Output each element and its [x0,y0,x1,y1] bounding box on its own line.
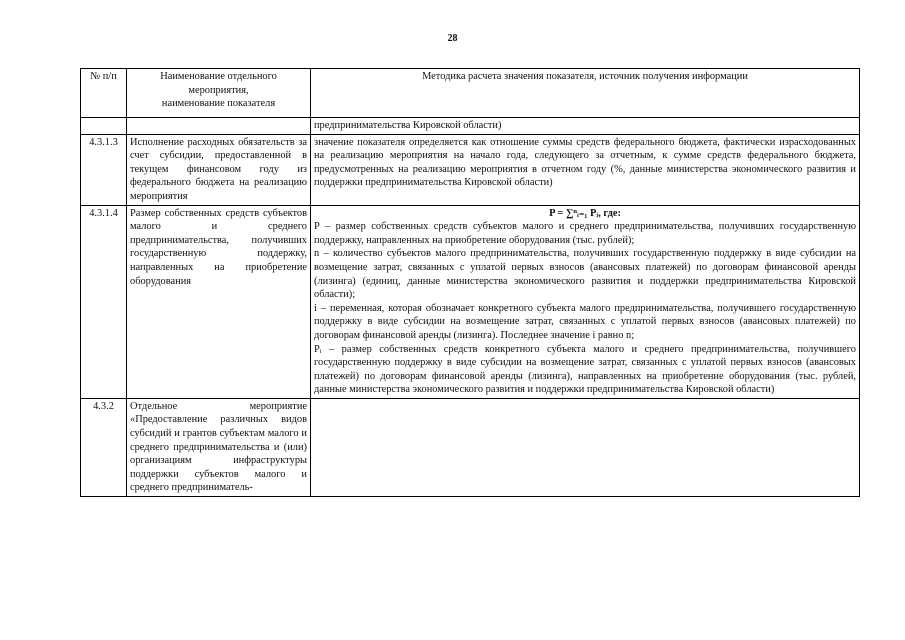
method-paragraph: значение показателя определяется как отношение суммы средств федерального бюджета, фактически израсходованных на реализацию мероприятия на начало года, следующего за отчетным, к сумме средств федерального бюджета, предусмотренных на реализацию мероприятия в отчетном году (%, данные министерства экономического развития и поддержки предпринимательства Кировской области) [314,136,856,189]
header-col-name-line: мероприятия, [188,84,249,96]
indicator-method-table [80,68,860,497]
table-row [81,398,860,496]
header-col-number: № п/п [81,69,127,118]
row-indicator-name: Размер собственных средств субъектов малого и среднего предпринимательства, получивших государственную поддержку, направленных на приобретение оборудования [127,205,311,398]
row-number: 4.3.1.4 [81,205,127,398]
row-indicator-name: Исполнение расходных обязательств за счет субсидии, предоставленной в текущем финансовом году из федерального бюджета на реализацию мероприятия [127,134,311,205]
method-paragraph: P – размер собственных средств субъектов малого и среднего предпринимательства, получивших государственную поддержку, направленных на приобретение оборудования (тыс. рублей); [314,221,856,246]
row-number: 4.3.1.3 [81,134,127,205]
header-col-name-line: Наименование отдельного [160,71,277,82]
cell-name [127,118,311,135]
page-number: 28 [447,33,458,44]
row-method [311,134,860,205]
method-formula: P = ∑ⁿᵢ₌₁ Pᵢ, где: [549,207,621,219]
table-row-continuation [81,118,860,135]
row-indicator-name: Отдельное мероприятие «Предоставление различных видов субсидий и грантов субъектам малого и среднего предпринимательства и (или) организациям инфраструктуры поддержки субъектов малого и среднего предприниматель- [127,398,311,496]
method-paragraph: n – количество субъектов малого предпринимательства, получивших государственную поддержку в виде субсидии на возмещение затрат, связанных с уплатой первых взносов (авансовых платежей) по договорам финансовой аренды (лизинга) (единиц, данные министерства экономического развития и поддержки предпринимательства Кировской области); [314,248,856,301]
row-method [311,205,860,398]
header-col-name-line: наименование показателя [161,98,276,110]
table-row [81,134,860,205]
table-header-row [81,69,860,118]
header-col-method: Методика расчета значения показателя, источник получения информации [311,69,860,118]
row-number: 4.3.2 [81,398,127,496]
row-method [311,398,860,496]
header-col-name [127,69,311,118]
cell-number [81,118,127,135]
method-paragraph: Pᵢ – размер собственных средств конкретного субъекта малого и среднего предпринимательства, получившего государственную поддержку в виде субсидии на возмещение затрат, связанных с уплатой первых взносов (авансовых платежей) по договорам финансовой аренды (лизинга), направленных на приобретение оборудования (тыс. рублей, данные министерства экономического развития и поддержки предпринимательства Кировской области) [314,343,856,396]
cell-method-continuation: предпринимательства Кировской области) [311,118,860,135]
table-row [81,205,860,398]
method-paragraph: i – переменная, которая обозначает конкретного субъекта малого предпринимательства, получившего государственную поддержку в виде субсидии на возмещение затрат, связанных с уплатой первых взносов (авансовых платежей) по договорам финансовой аренды (лизинга). Последнее значение i равно n; [314,302,856,341]
